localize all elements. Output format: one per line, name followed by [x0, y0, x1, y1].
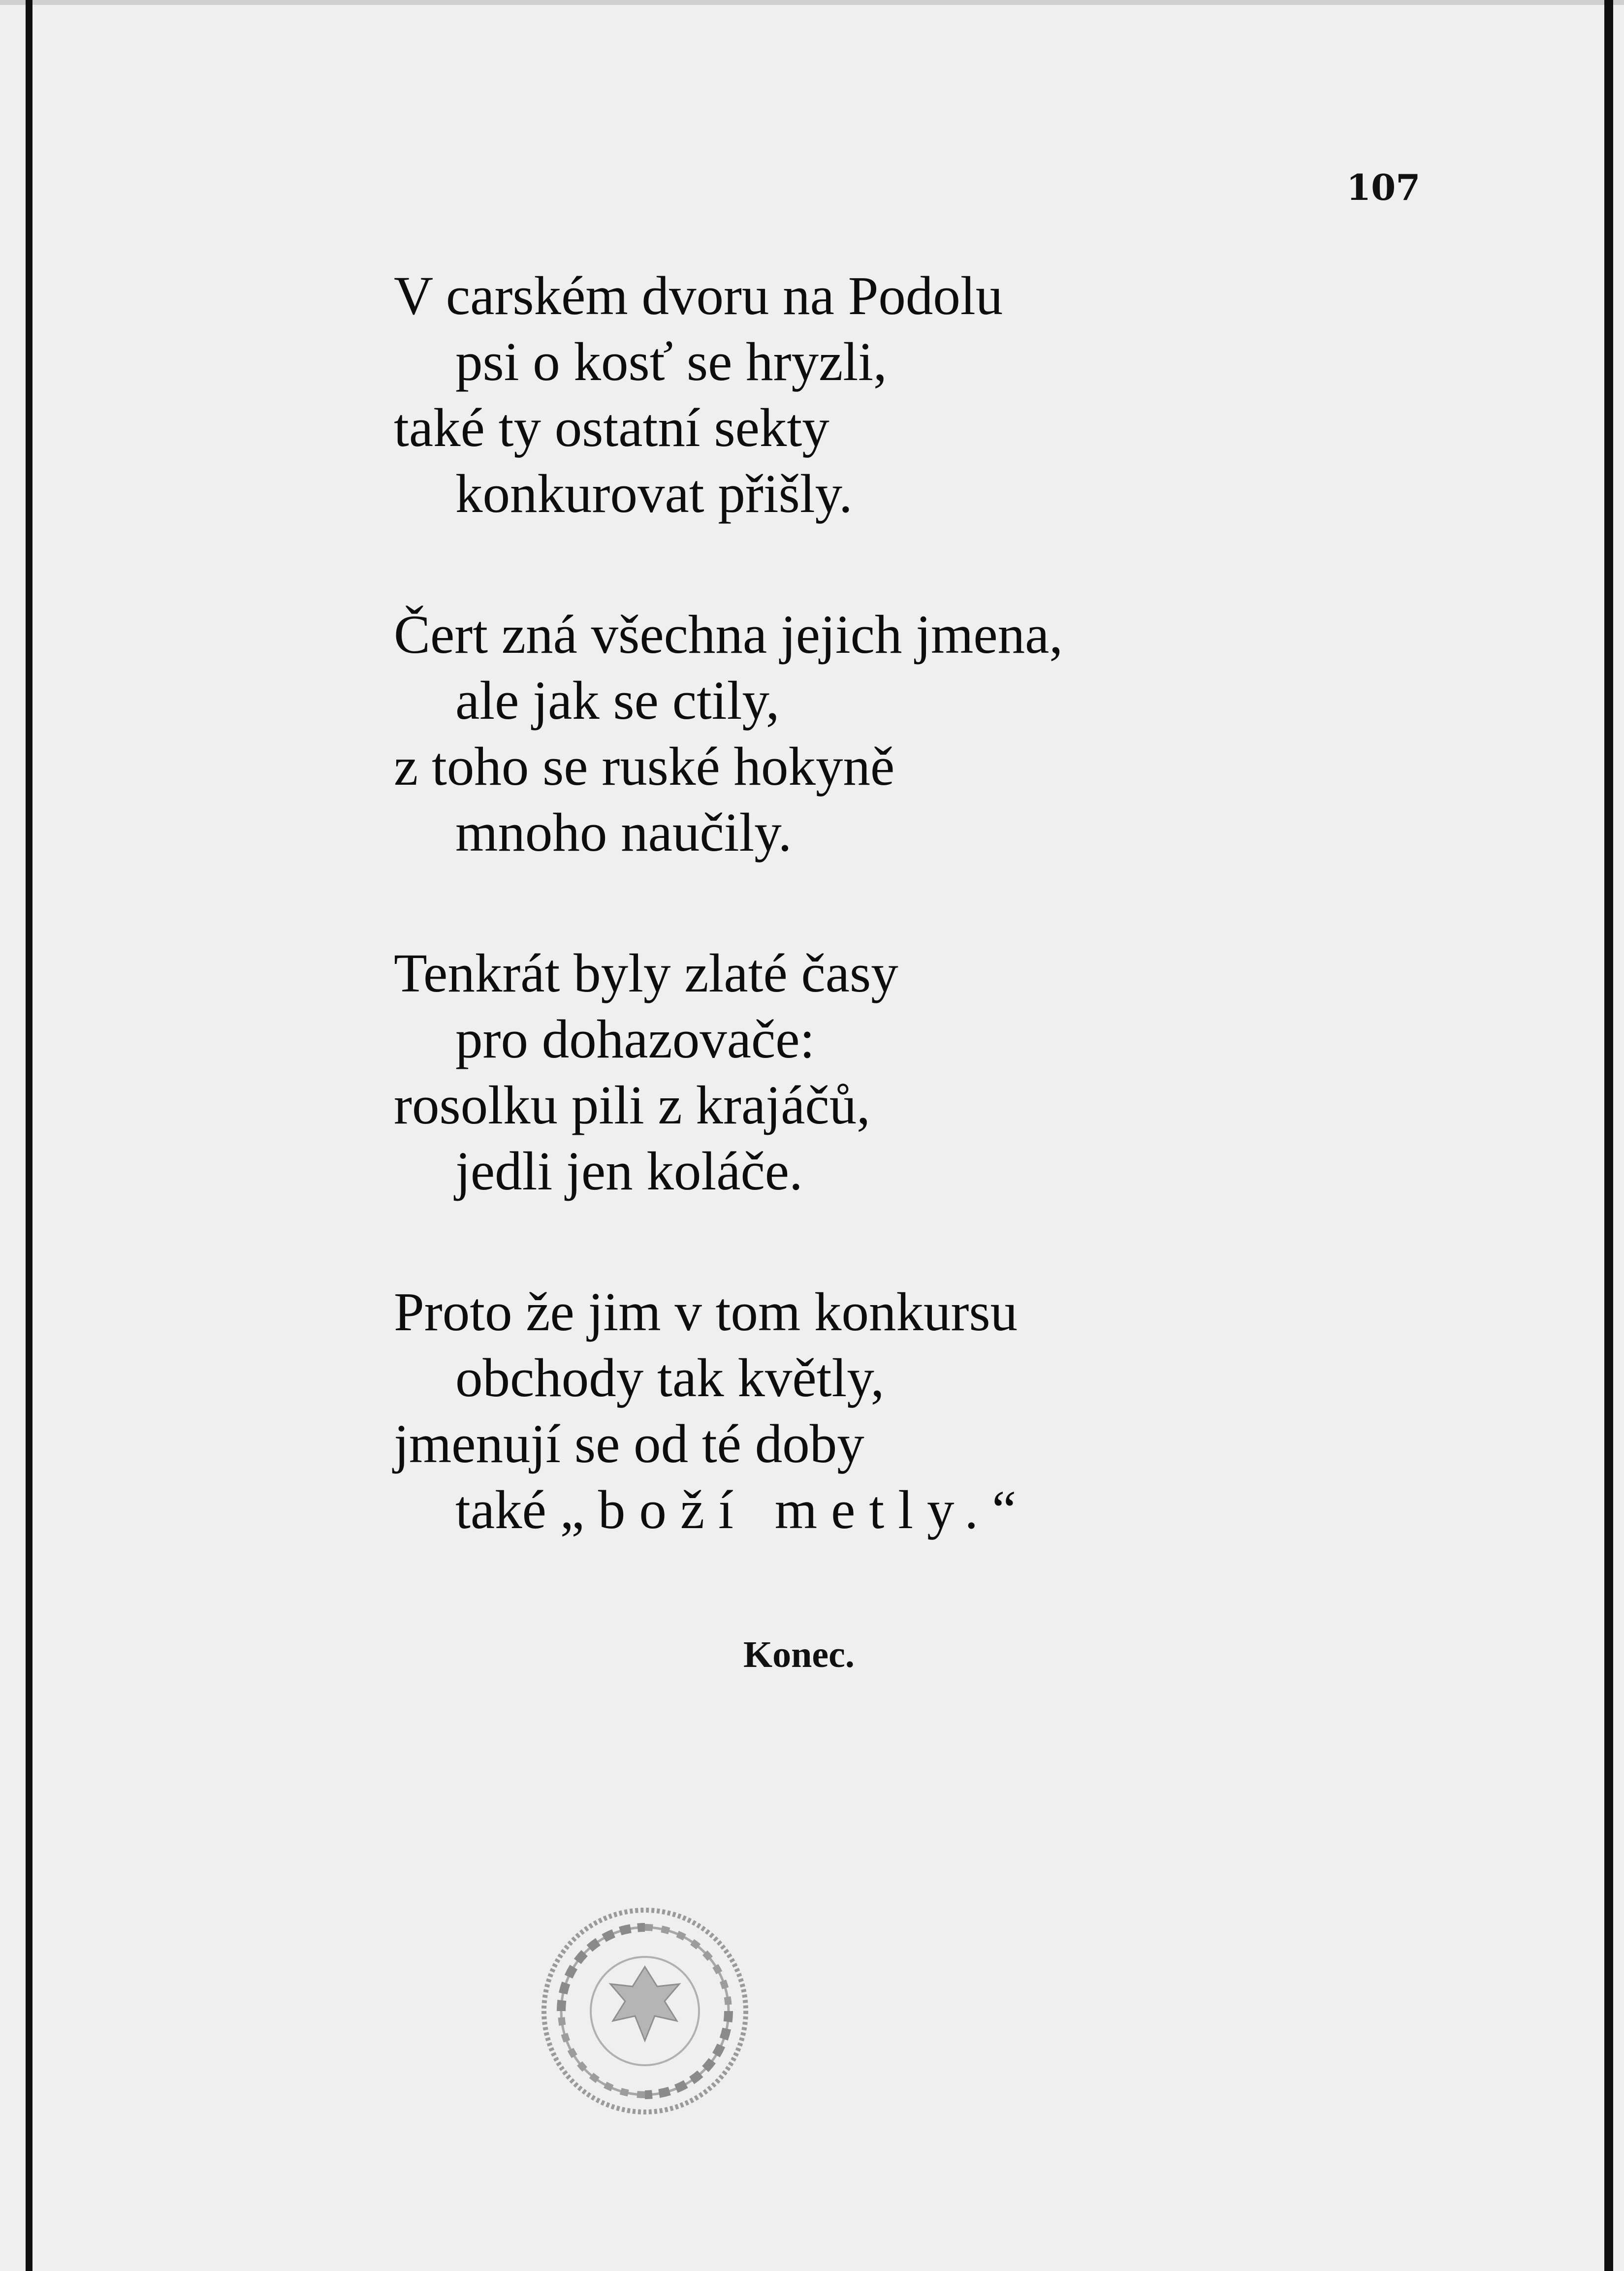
poem-line: obchody tak květly, — [455, 1348, 885, 1408]
poem-line: ale jak se ctily, — [455, 671, 780, 731]
poem-line: také ty ostatní sekty — [394, 398, 829, 458]
end-mark: Konec. — [743, 1634, 855, 1675]
poem-line: jmenují se od té doby — [394, 1414, 864, 1474]
poem-line: z toho se ruské hokyně — [394, 736, 895, 797]
scan-right-edge — [1604, 0, 1613, 2271]
stanza-4 — [394, 1279, 1378, 1543]
poem-line-start: také — [455, 1480, 546, 1540]
poem-line: mnoho naučily. — [455, 802, 792, 863]
poem-line: V carském dvoru na Podolu — [394, 266, 1003, 326]
poem-line: psi o kosť se hryzli, — [455, 332, 887, 392]
library-stamp-icon — [532, 1898, 758, 2124]
poem-line: konkurovat přišly. — [455, 464, 853, 524]
poem-line — [394, 1477, 1378, 1543]
poem-line: Proto že jim v tom konkursu — [394, 1282, 1018, 1343]
page-number: 107 — [1346, 166, 1421, 208]
stanza-3 — [394, 941, 1378, 1205]
poem-line: Čert zná všechna jejich jmena, — [394, 605, 1063, 665]
poem-line: jedli jen koláče. — [455, 1141, 803, 1202]
scan-top-edge — [0, 0, 1624, 5]
stanza-2 — [394, 602, 1378, 866]
poem-line: rosolku pili z krajáčů, — [394, 1075, 870, 1136]
stanza-1 — [394, 263, 1378, 527]
scan-left-edge — [26, 0, 32, 2271]
poem-line: pro dohazovače: — [455, 1009, 815, 1070]
poem-line: Tenkrát byly zlaté časy — [394, 943, 898, 1004]
poem — [394, 263, 1378, 1618]
spaced-emphasis: „boží metly.“ — [560, 1480, 1030, 1540]
